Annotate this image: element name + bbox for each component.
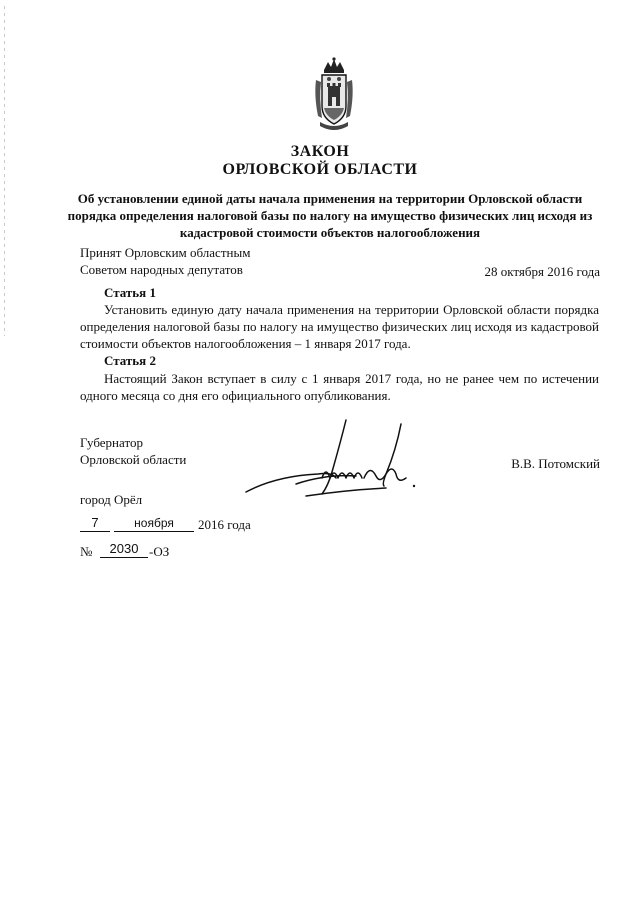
article-2-title: Статья 2 bbox=[104, 353, 156, 368]
adoption-authority-line1: Принят Орловским областным bbox=[80, 245, 251, 260]
signing-year: 2016 года bbox=[198, 517, 251, 532]
signatory-position-line2: Орловской области bbox=[80, 452, 187, 467]
law-number-suffix: -ОЗ bbox=[149, 544, 170, 559]
signing-day: 7 bbox=[80, 515, 110, 532]
signing-city: город Орёл bbox=[80, 492, 143, 507]
law-number-prefix: № bbox=[80, 544, 93, 559]
signing-month: ноября bbox=[114, 515, 194, 532]
law-number bbox=[80, 541, 280, 563]
article-1-text: Установить единую дату начала применения на территории Орловской области порядка определения налоговой базы по налогу на имущество физических лиц исходя из кадастровой стоимости объектов налогообложения – 1 января 2017 года. bbox=[80, 302, 599, 351]
adoption-authority bbox=[80, 244, 250, 278]
law-number-value: 2030 bbox=[100, 541, 148, 558]
article-1-title: Статья 1 bbox=[104, 285, 156, 300]
adoption-date: 28 октября 2016 года bbox=[484, 264, 600, 279]
signatory-name: В.В. Потомский bbox=[511, 456, 600, 471]
coat-of-arms-icon bbox=[312, 56, 356, 134]
article-2-text: Настоящий Закон вступает в силу с 1 января 2017 года, но не ранее чем по истечении одного месяца со дня его официального опубликования. bbox=[80, 371, 599, 403]
issuing-region-title: ОРЛОВСКОЙ ОБЛАСТИ bbox=[222, 161, 418, 178]
handwritten-signature bbox=[236, 414, 426, 508]
document-type-title: ЗАКОН bbox=[290, 143, 350, 160]
signing-date bbox=[80, 515, 280, 537]
adoption-authority-line2: Советом народных депутатов bbox=[80, 262, 243, 277]
law-subject-title: Об установлении единой даты начала применения на территории Орловской области порядка определения налоговой базы по налогу на имущество физических лиц исходя из кадастровой стоимости объектов налогообложения bbox=[67, 191, 593, 240]
signatory-position-line1: Губернатор bbox=[80, 435, 143, 450]
signatory-position bbox=[80, 434, 186, 468]
